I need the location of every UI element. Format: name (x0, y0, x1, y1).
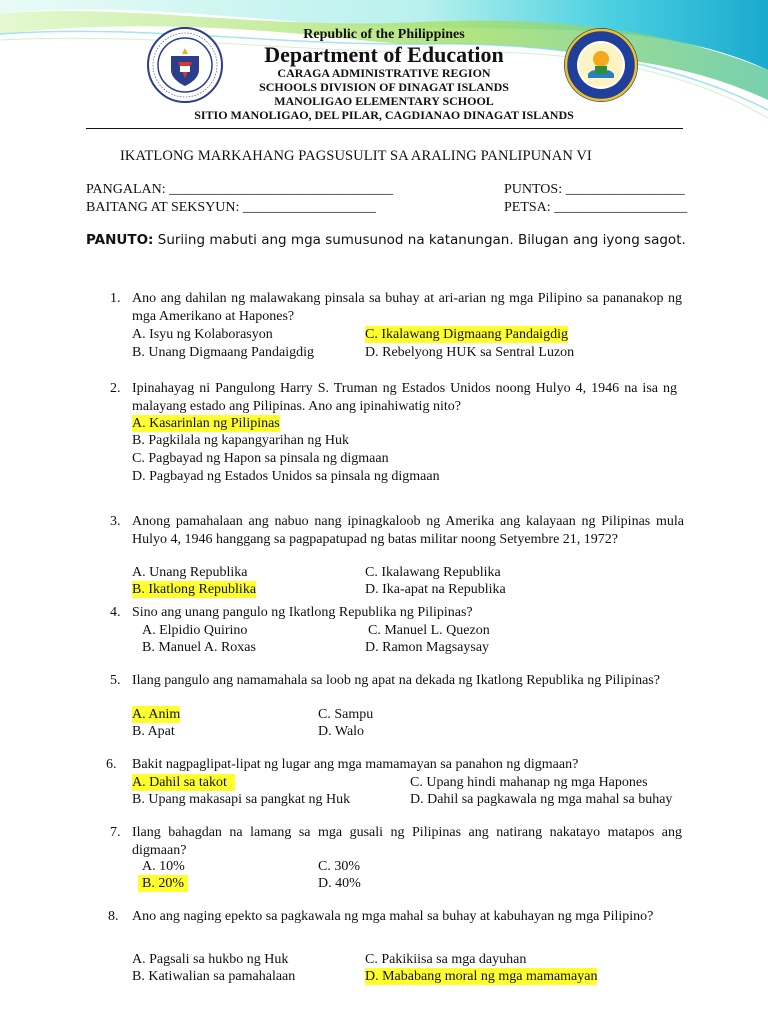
republic-label: Republic of the Philippines (303, 27, 465, 42)
choice[interactable]: D. Ramon Magsaysay (365, 640, 490, 655)
question-stem: Ano ang dahilan ng malawakang pinsala sa buhay at ari-arian ng mga Pilipino sa pananakop ng mga Amerikano at Hapones? (132, 291, 682, 324)
choice[interactable]: D. Pagbayad ng Estados Unidos sa pinsala ng digmaan (132, 469, 440, 484)
region-label: CARAGA ADMINISTRATIVE REGION (277, 66, 491, 80)
choice[interactable]: C. 30% (318, 859, 360, 874)
choice-highlighted[interactable]: A. Anim (132, 707, 181, 722)
choice[interactable]: B. Manuel A. Roxas (142, 640, 256, 655)
department-title: Department of Education (264, 42, 504, 67)
choice[interactable]: C. Pagbayad ng Hapon sa pinsala ng digmaan (132, 451, 389, 466)
choice[interactable]: D. Dahil sa pagkawala ng mga mahal sa buhay (410, 792, 673, 807)
name-field[interactable]: PANGALAN: ________________________________ (86, 182, 394, 197)
division-label: SCHOOLS DIVISION OF DINAGAT ISLANDS (259, 80, 509, 94)
question-number: 7. (110, 825, 121, 840)
choice[interactable]: A. Isyu ng Kolaborasyon (132, 327, 273, 342)
score-field[interactable]: PUNTOS: _________________ (504, 182, 685, 197)
choice[interactable]: C. Sampu (318, 707, 374, 722)
choice[interactable]: D. Ika-apat na Republika (365, 582, 506, 597)
question-stem: Bakit nagpaglipat-lipat ng lugar ang mga mamamayan sa panahon ng digmaan? (132, 757, 579, 772)
choice[interactable]: C. Manuel L. Quezon (368, 623, 490, 638)
question-number: 8. (108, 909, 119, 924)
choice[interactable]: B. Apat (132, 724, 175, 739)
choice[interactable]: C. Pakikiisa sa mga dayuhan (365, 952, 527, 967)
document-header (0, 28, 768, 122)
choice[interactable]: C. Ikalawang Republika (365, 565, 501, 580)
choice-highlighted[interactable]: C. Ikalawang Digmaang Pandaigdig (365, 327, 568, 342)
question-stem: Ano ang naging epekto sa pagkawala ng mga mahal sa buhay at kabuhayan ng mga Pilipino? (132, 909, 654, 924)
choice-highlighted[interactable]: B. Ikatlong Republika (132, 582, 257, 597)
school-name: MANOLIGAO ELEMENTARY SCHOOL (274, 94, 494, 108)
question-number: 3. (110, 514, 121, 529)
question-number: 4. (110, 605, 121, 620)
choice[interactable]: B. Pagkilala ng kapangyarihan ng Huk (132, 433, 349, 448)
date-field[interactable]: PETSA: ___________________ (504, 200, 688, 215)
school-address: SITIO MANOLIGAO, DEL PILAR, CAGDIANAO DINAGAT ISLANDS (194, 108, 574, 122)
exam-title: IKATLONG MARKAHANG PAGSUSULIT SA ARALING PANLIPUNAN VI (120, 148, 592, 164)
instructions (86, 230, 706, 251)
question-number: 5. (110, 673, 121, 688)
choice[interactable]: A. Elpidio Quirino (142, 623, 248, 638)
choice[interactable]: C. Upang hindi mahanap ng mga Hapones (410, 775, 648, 790)
instructions-label: PANUTO: (86, 232, 154, 248)
question-stem: Anong pamahalaan ang nabuo nang ipinagkaloob ng Amerika ang kalayaan ng Pilipinas mula Hulyo 4, 1946 hanggang sa pagpapatupad ng batas militar noong Setyembre 21, 1972? (132, 514, 684, 547)
choice[interactable]: D. 40% (318, 876, 361, 891)
choice-highlighted[interactable]: A. Kasarinlan ng Pilipinas (132, 416, 280, 431)
header-divider (86, 128, 683, 129)
choice[interactable]: A. Pagsali sa hukbo ng Huk (132, 952, 289, 967)
question-stem: Ilang bahagdan na lamang sa mga gusali ng Pilipinas ang natirang nakatayo matapos ang digmaan? (132, 825, 682, 858)
choice[interactable]: D. Walo (318, 724, 365, 739)
choice[interactable]: D. Rebelyong HUK sa Sentral Luzon (365, 345, 575, 360)
choice[interactable]: B. Katiwalian sa pamahalaan (132, 969, 296, 984)
choice[interactable]: B. Upang makasapi sa pangkat ng Huk (132, 792, 351, 807)
instructions-text: Suriing mabuti ang mga sumusunod na katanungan. Bilugan ang iyong sagot. (153, 232, 686, 248)
question-stem: Ilang pangulo ang namamahala sa loob ng apat na dekada ng Ikatlong Republika ng Pilipinas? (132, 673, 660, 688)
choice-highlighted[interactable]: D. Mababang moral ng mga mamamayan (365, 969, 598, 984)
question-number: 6. (106, 757, 117, 772)
question-number: 1. (110, 291, 121, 306)
choice-highlighted[interactable]: A. Dahil sa takot (132, 774, 235, 791)
question-stem: Sino ang unang pangulo ng Ikatlong Republika ng Pilipinas? (132, 605, 473, 620)
choice[interactable]: A. 10% (142, 859, 185, 874)
section-field[interactable]: BAITANG AT SEKSYUN: ___________________ (86, 200, 376, 215)
choice[interactable]: A. Unang Republika (132, 565, 248, 580)
choice[interactable]: B. Unang Digmaang Pandaigdig (132, 345, 314, 360)
question-number: 2. (110, 381, 121, 396)
question-stem: Ipinahayag ni Pangulong Harry S. Truman ng Estados Unidos noong Hulyo 4, 1946 na isa ng malayang estado ang Pilipinas. Ano ang ipinahiwatig nito? (132, 381, 677, 414)
choice-highlighted[interactable]: B. 20% (138, 875, 188, 892)
